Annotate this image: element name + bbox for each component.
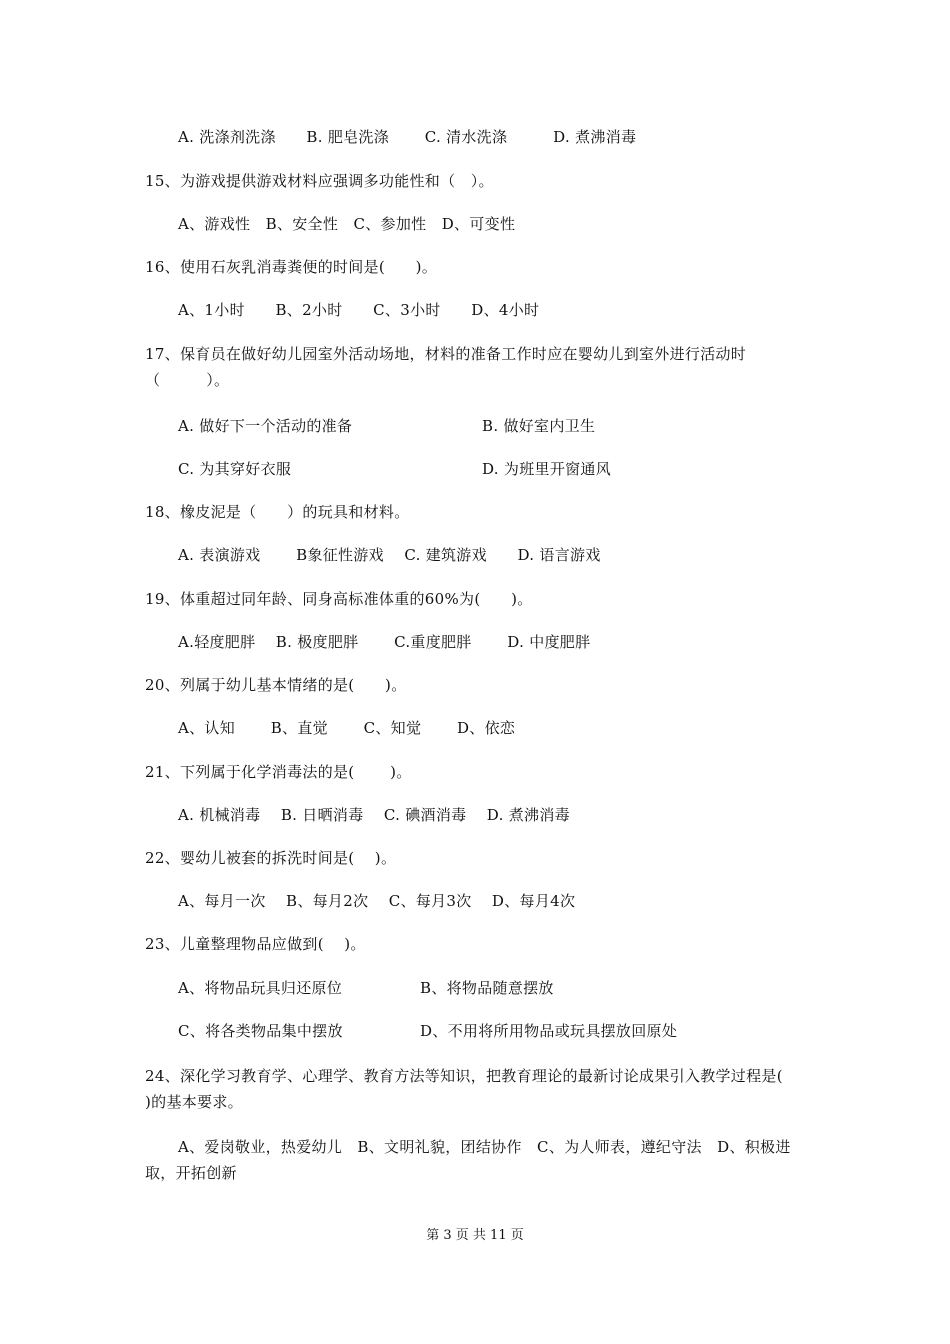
q18-stem: 18、橡皮泥是（ ）的玩具和材料。 [145,503,410,521]
q20-stem: 20、列属于幼儿基本情绪的是( )。 [145,676,407,694]
q16-stem: 16、使用石灰乳消毒粪便的时间是( )。 [145,258,438,276]
q23-option-b: B、将物品随意摆放 [420,979,554,997]
q14-options: A. 洗涤剂洗涤 B. 肥皂洗涤 C. 清水洗涤 D. 煮沸消毒 [178,128,637,146]
q16-options: A、1小时 B、2小时 C、3小时 D、4小时 [178,301,540,319]
q18-options: A. 表演游戏 B象征性游戏 C. 建筑游戏 D. 语言游戏 [178,546,601,564]
q17-option-c: C. 为其穿好衣服 [178,460,292,478]
q17-stem: 17、保育员在做好幼儿园室外活动场地，材料的准备工作时应在婴幼儿到室外进行活动时（ ）。 [145,345,747,389]
q15-stem: 15、为游戏提供游戏材料应强调多功能性和（ ）。 [145,172,494,190]
q22-options: A、每月一次 B、每月2次 C、每月3次 D、每月4次 [178,892,576,910]
q20-options: A、认知 B、直觉 C、知觉 D、依恋 [178,719,516,737]
page-number-footer: 第 3 页 共 11 页 [426,1228,524,1243]
q23-option-c: C、将各类物品集中摆放 [178,1022,343,1040]
q23-option-d: D、不用将所用物品或玩具摆放回原处 [420,1022,678,1040]
q21-stem: 21、下列属于化学消毒法的是( )。 [145,763,412,781]
q24-stem: 24、深化学习教育学、心理学、教育方法等知识，把教育理论的最新讨论成果引入教学过程是( )的基本要求。 [145,1067,804,1111]
q15-options: A、游戏性 B、安全性 C、参加性 D、可变性 [178,215,516,233]
q17-option-b: B. 做好室内卫生 [482,417,596,435]
q23-option-a: A、将物品玩具归还原位 [178,979,343,997]
q23-stem: 23、儿童整理物品应做到( )。 [145,935,366,953]
q22-stem: 22、婴幼儿被套的拆洗时间是( )。 [145,849,397,867]
q17-option-a: A. 做好下一个活动的准备 [178,417,353,435]
q17-option-d: D. 为班里开窗通风 [482,460,612,478]
q24-options: A、爱岗敬业，热爱幼儿 B、文明礼貌，团结协作 C、为人师表，遵纪守法 D、积极进取，开拓创新 [145,1138,791,1182]
q19-options: A.轻度肥胖 B. 极度肥胖 C.重度肥胖 D. 中度肥胖 [178,633,591,651]
q21-options: A. 机械消毒 B. 日晒消毒 C. 碘酒消毒 D. 煮沸消毒 [178,806,570,824]
q19-stem: 19、体重超过同年龄、同身高标准体重的60%为( )。 [145,590,533,608]
